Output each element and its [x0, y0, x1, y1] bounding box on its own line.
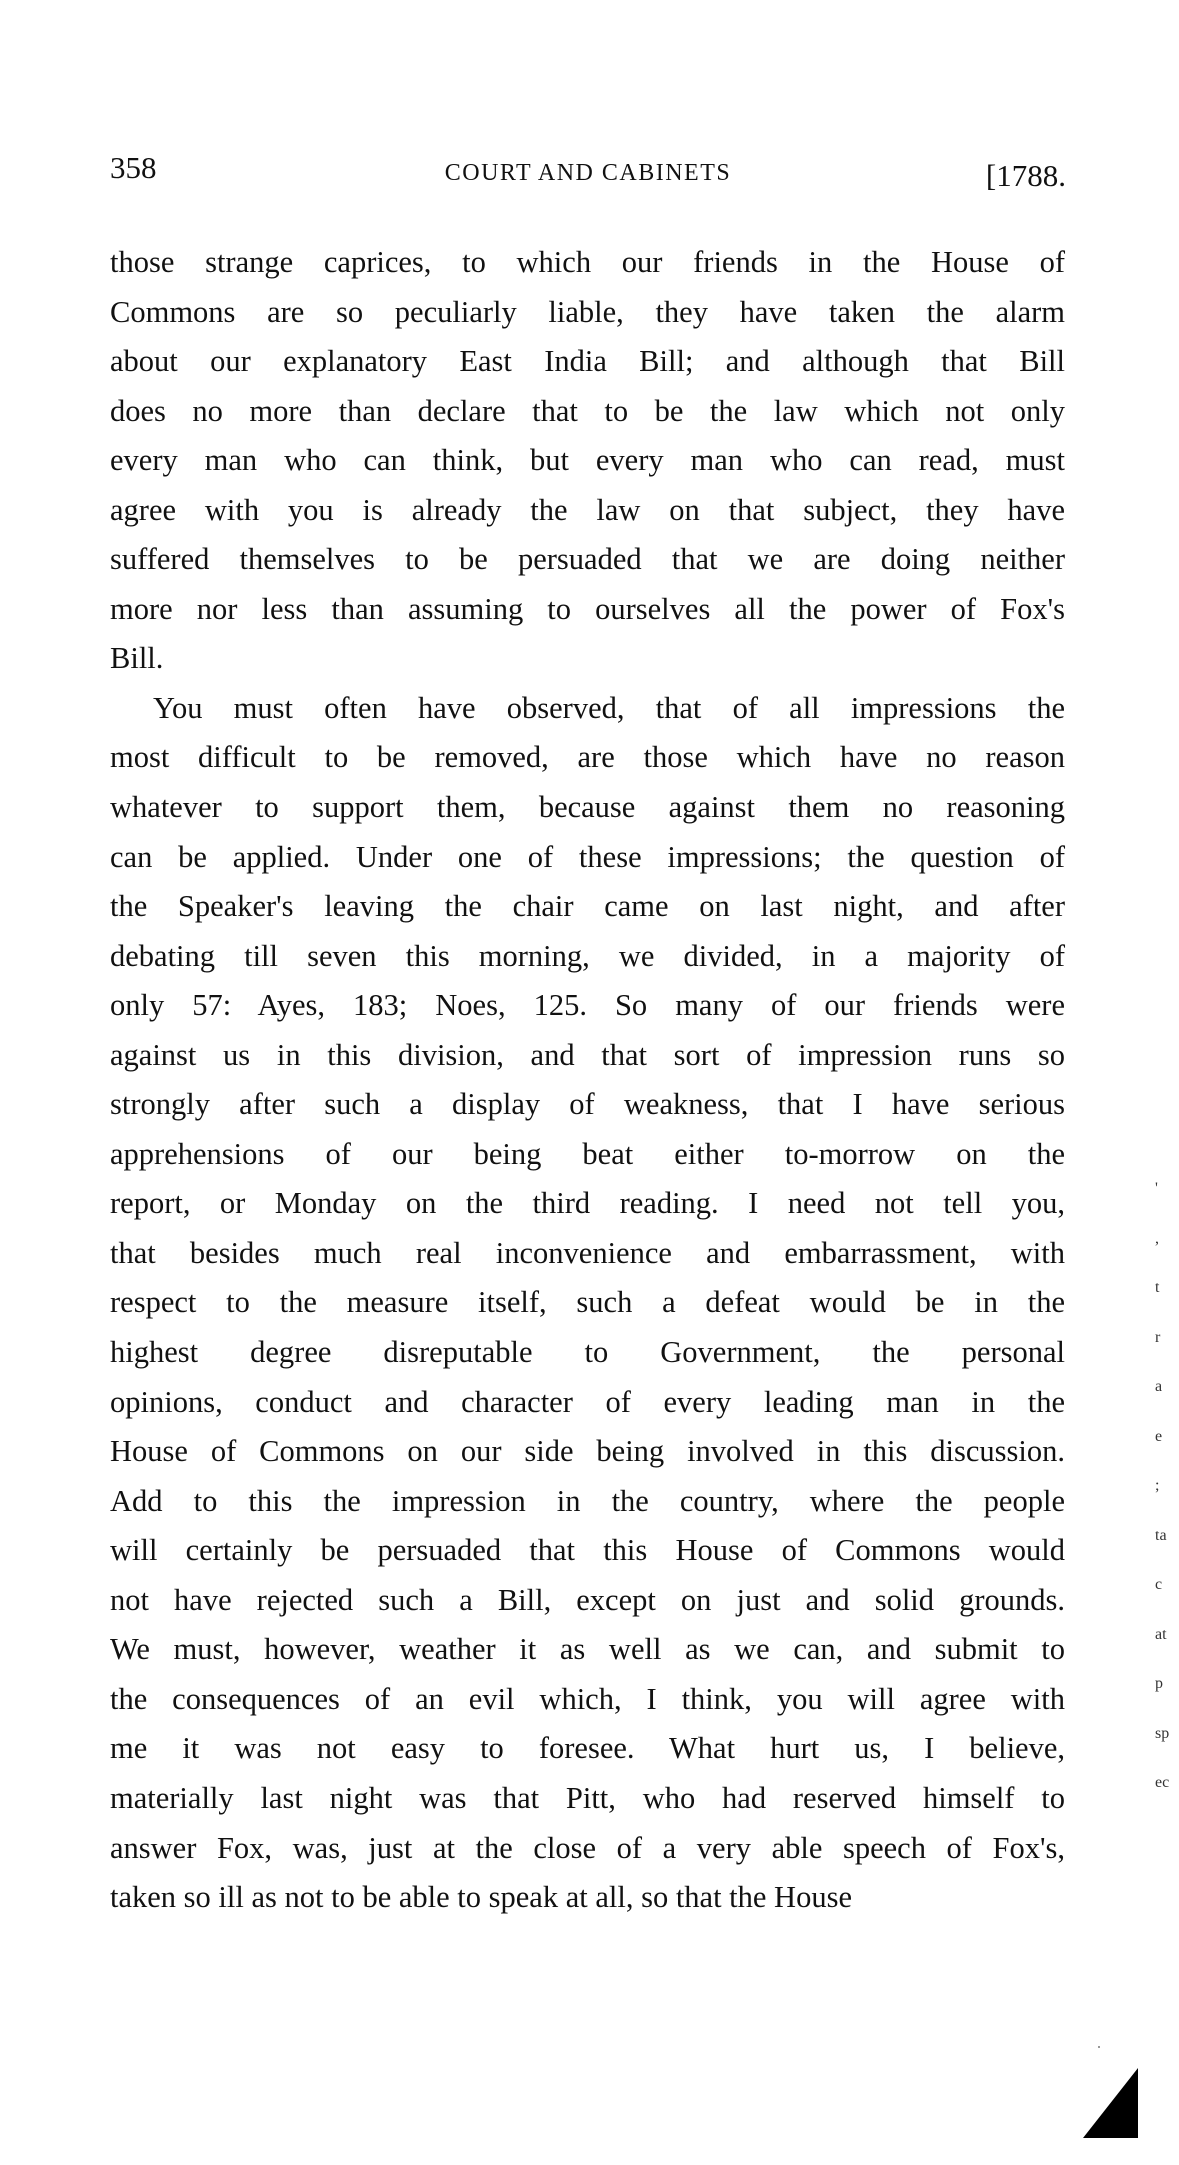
text-line: about our explanatory East India Bill; and although that Bill — [110, 344, 1065, 379]
bleed-mark: ta — [1155, 1526, 1167, 1544]
text-line: You must often have observed, that of all impressions the — [153, 690, 1065, 725]
text-line: more nor less than assuming to ourselves all the power of Fox's — [110, 591, 1065, 626]
text-line: not have rejected such a Bill, except on just and solid grounds. — [110, 1582, 1065, 1617]
bleed-mark: at — [1155, 1625, 1167, 1643]
margin-bleed-through — [1155, 1180, 1175, 1824]
page-number: 358 — [110, 150, 157, 185]
scan-speck — [1098, 2046, 1100, 2048]
page-corner-shadow — [1083, 2068, 1138, 2138]
text-line: can be applied. Under one of these impressions; the question of — [110, 839, 1065, 874]
text-line: highest degree disreputable to Government, the personal — [110, 1335, 1065, 1370]
text-line: Add to this the impression in the country, where the people — [110, 1483, 1065, 1518]
bleed-mark: r — [1155, 1328, 1161, 1346]
text-line: me it was not easy to foresee. What hurt us, I believe, — [110, 1731, 1065, 1766]
text-line: strongly after such a display of weakness, that I have serious — [110, 1087, 1065, 1122]
text-line: answer Fox, was, just at the close of a very able speech of Fox's, — [110, 1830, 1065, 1865]
text-line: whatever to support them, because against them no reasoning — [110, 790, 1065, 825]
bleed-mark: a — [1155, 1378, 1163, 1395]
text-line: debating till seven this morning, we divided, in a majority of — [110, 938, 1065, 973]
bleed-mark: t — [1155, 1279, 1160, 1296]
text-line: report, or Monday on the third reading. I need not tell you, — [110, 1186, 1065, 1221]
text-line: Commons are so peculiarly liable, they have taken the alarm — [110, 294, 1065, 329]
bleed-mark: c — [1155, 1576, 1163, 1593]
text-line: those strange caprices, to which our friends in the House of — [110, 245, 1065, 279]
text-line: House of Commons on our side being involved in this discussion. — [110, 1434, 1065, 1469]
text-line: the Speaker's leaving the chair came on last night, and after — [110, 889, 1065, 924]
bleed-mark: , — [1155, 1229, 1159, 1247]
text-line: every man who can think, but every man who can read, must — [110, 443, 1065, 478]
text-line: will certainly be persuaded that this House of Commons would — [110, 1533, 1065, 1568]
text-line: does no more than declare that to be the law which not only — [110, 393, 1065, 428]
page-header — [110, 150, 1066, 200]
text-line: most difficult to be removed, are those which have no reason — [110, 740, 1065, 775]
text-line: Bill. — [110, 641, 164, 676]
text-line: respect to the measure itself, such a defeat would be in the — [110, 1285, 1065, 1320]
bleed-mark: ; — [1155, 1477, 1160, 1494]
text-line: apprehensions of our being beat either to-morrow on the — [110, 1136, 1065, 1171]
text-line: suffered themselves to be persuaded that we are doing neither — [110, 542, 1065, 577]
bleed-mark: ec — [1155, 1774, 1170, 1791]
bleed-mark: ' — [1155, 1180, 1158, 1197]
bleed-mark: p — [1155, 1675, 1163, 1692]
text-line: only 57: Ayes, 183; Noes, 125. So many of our friends were — [110, 988, 1065, 1023]
bleed-mark: e — [1155, 1427, 1163, 1445]
running-title: COURT AND CABINETS — [444, 160, 732, 186]
text-line: We must, however, weather it as well as we can, and submit to — [110, 1632, 1065, 1667]
text-line: materially last night was that Pitt, who had reserved himself to — [110, 1780, 1065, 1815]
text-line: that besides much real inconvenience and embarrassment, with — [110, 1235, 1065, 1270]
bleed-mark: sp — [1155, 1724, 1170, 1742]
header-year: [1788. — [985, 158, 1066, 193]
text-line: against us in this division, and that sort of impression runs so — [110, 1037, 1065, 1072]
text-line: taken so ill as not to be able to speak at all, so that the House — [110, 1880, 852, 1915]
text-line: the consequences of an evil which, I think, you will agree with — [110, 1681, 1065, 1716]
text-line: opinions, conduct and character of every leading man in the — [110, 1384, 1065, 1419]
body-text — [110, 238, 1065, 1923]
text-line: agree with you is already the law on that subject, they have — [110, 492, 1065, 527]
